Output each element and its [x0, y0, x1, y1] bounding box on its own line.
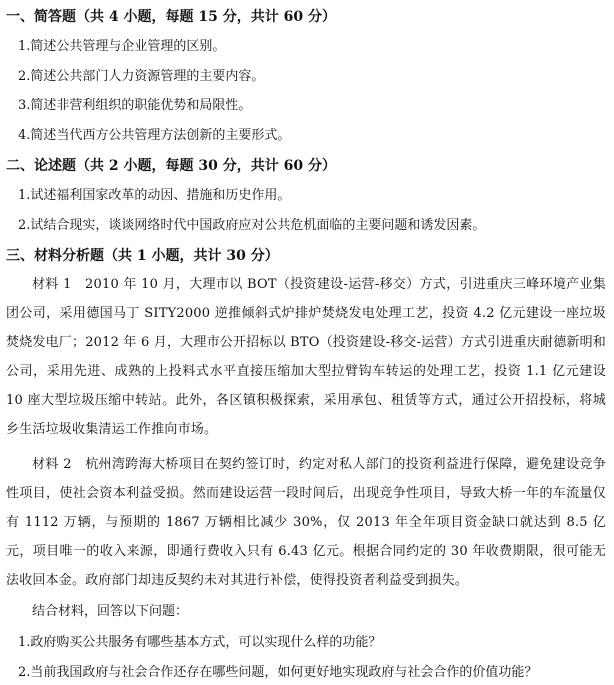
section1-question-1: 1.简述公共管理与企业管理的区别。	[18, 39, 226, 54]
section1-question-3: 3.简述非营利组织的职能优势和局限性。	[18, 98, 252, 113]
section2-question-2: 2.试结合现实，谈谈网络时代中国政府应对公共危机面临的主要问题和诱发因素。	[18, 218, 486, 233]
section3-heading: 三、材料分析题（共 1 小题，共计 30 分）	[6, 248, 279, 264]
answer-prompt: 结合材料，回答以下问题：	[32, 604, 189, 619]
section1-question-2: 2.简述公共部门人力资源管理的主要内容。	[18, 69, 265, 84]
section3-question-1: 1.政府购买公共服务有哪些基本方式，可以实现什么样的功能？	[18, 635, 382, 650]
section2-heading: 二、论述题（共 2 小题，每题 30 分，共计 60 分）	[6, 158, 336, 174]
material-1-paragraph: 材料 1 2010 年 10 月，大理市以 BOT（投资建设-运营-移交）方式，引进重庆三峰环境产业集团公司，采用德国马丁 SITY2000 逆推倾斜式炉排炉焚烧发电处理工艺，投资 4.2 亿元建设一座垃圾焚烧发电厂；2012 年 6 月，大理市公开招标以 BTO（投资建设-移交-运营）方式引进重庆耐德新明和公司，采用先进、成熟的上投料式水平直接压缩加大型拉臂钩车转运的处理工艺，投资 1.1 亿元建设 10 座大型垃圾压缩中转站。此外，各区镇积极探索，采用承包、租赁等方式，通过公开招投标，将城乡生活垃圾收集清运工作推向市场。	[6, 277, 606, 437]
section1-heading: 一、简答题（共 4 小题，每题 15 分，共计 60 分）	[6, 9, 336, 25]
section2-question-1: 1.试述福利国家改革的动因、措施和历史作用。	[18, 188, 291, 203]
material-2-paragraph: 材料 2 杭州湾跨海大桥项目在契约签订时，约定对私人部门的投资利益进行保障，避免建设竞争性项目，使社会资本利益受损。然而建设运营一段时间后，出现竞争性项目，导致大桥一年的车流量仅有 1112 万辆，与预期的 1867 万辆相比减少 30%，仅 2013 年全年项目资金缺口就达到 8.5 亿元，项目唯一的收入来源，即通行费收入只有 6.43 亿元。根据合同约定的 30 年收费期限，很可能无法收回本金。政府部门却违反契约未对其进行补偿，使得投资者利益受到损失。	[6, 457, 606, 588]
section1-question-4: 4.简述当代西方公共管理方法创新的主要形式。	[18, 128, 291, 143]
section3-question-2: 2.当前我国政府与社会合作还存在哪些问题，如何更好地实现政府与社会合作的价值功能？	[18, 665, 538, 680]
